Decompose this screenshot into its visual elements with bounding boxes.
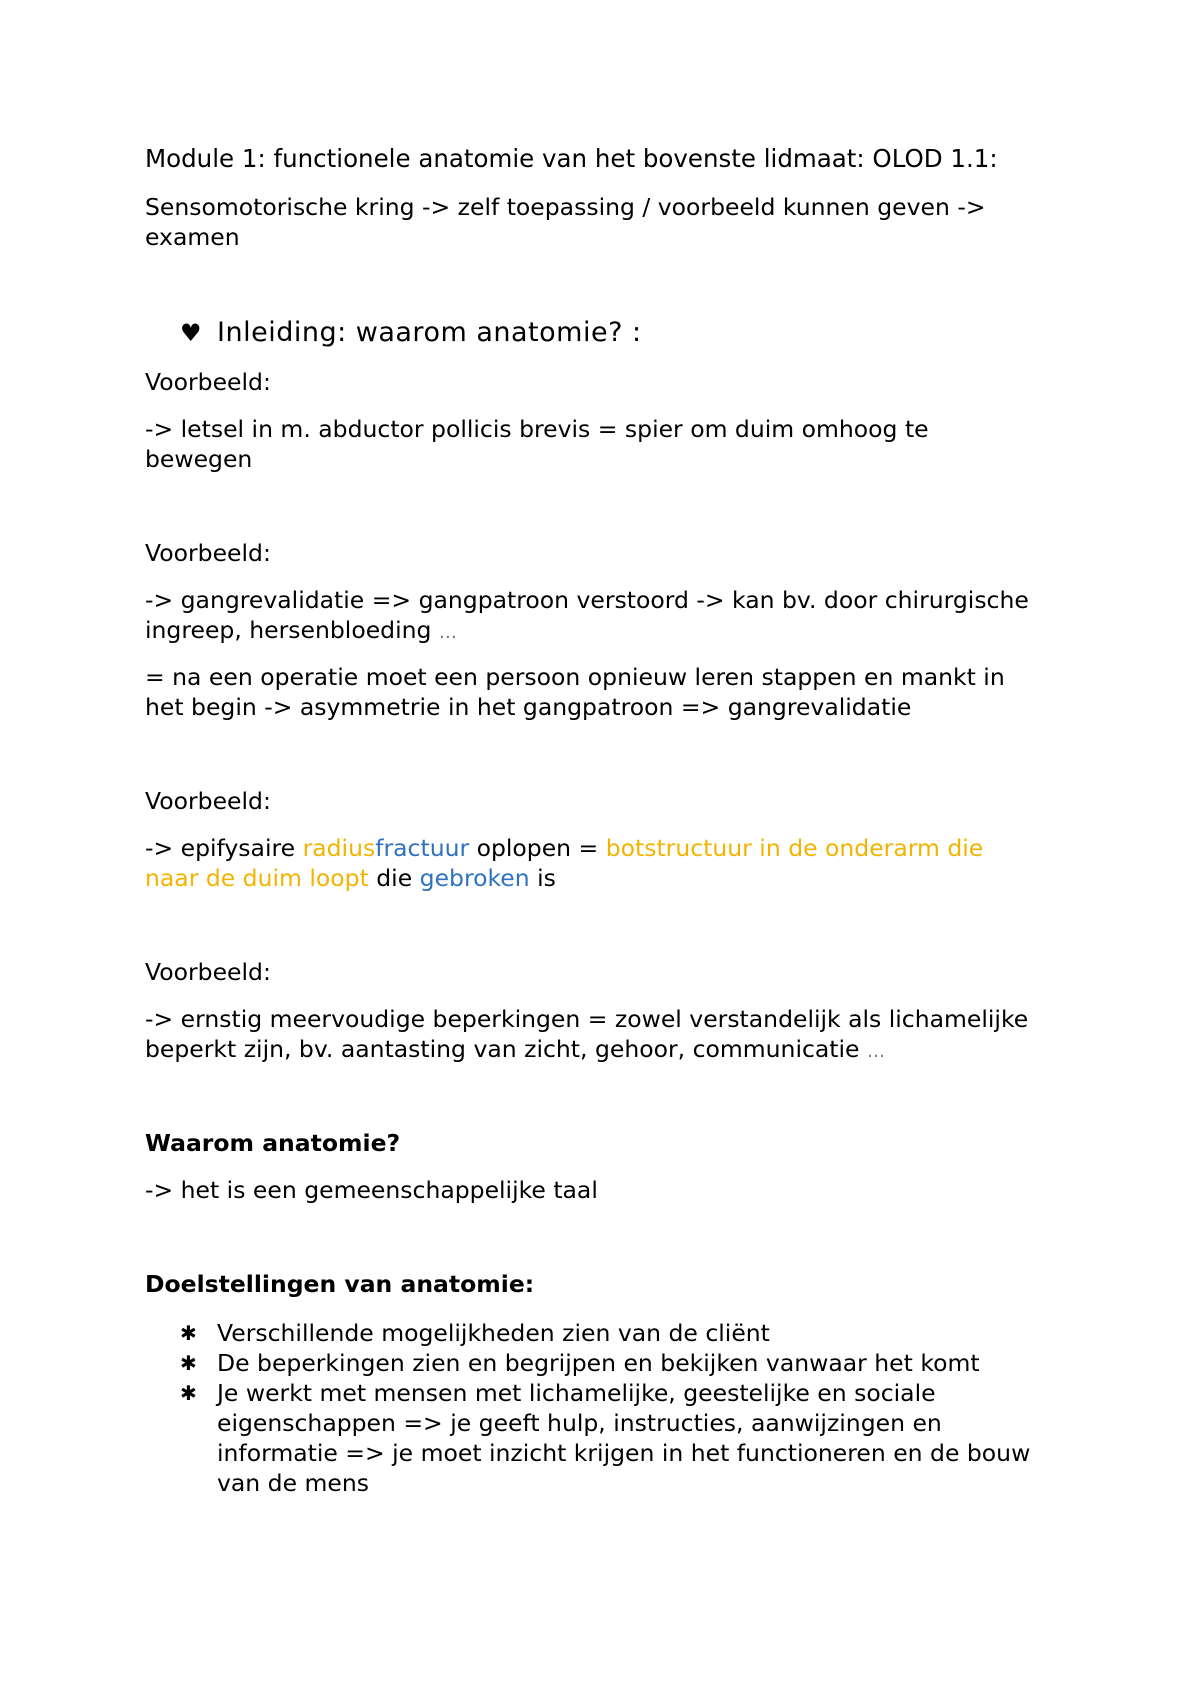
example-3-text-die: die bbox=[368, 864, 420, 892]
example-4-label: Voorbeeld: bbox=[145, 958, 271, 986]
document-title: Module 1: functionele anatomie van het bovenste lidmaat: OLOD 1.1: bbox=[145, 144, 998, 173]
goal-item-1: Verschillende mogelijkheden zien van de cliënt bbox=[217, 1319, 770, 1347]
example-3-text-is: is bbox=[529, 864, 556, 892]
example-2-line-3: = na een operatie moet een persoon opnieuw leren stappen en mankt in bbox=[145, 663, 1005, 691]
example-2-ellipsis: … bbox=[438, 622, 457, 643]
example-4-line-2 bbox=[145, 1034, 885, 1067]
intro-line-2: examen bbox=[145, 223, 240, 251]
example-3-text-a: -> epifysaire bbox=[145, 834, 303, 862]
example-3-definition-part-2: naar de duim loopt bbox=[145, 864, 369, 892]
example-3-line-1 bbox=[145, 833, 983, 863]
example-3-radius: radius bbox=[302, 834, 376, 862]
example-2-line-2-text: ingreep, hersenbloeding bbox=[145, 616, 432, 644]
goal-item-3-line-3: informatie => je moet inzicht krijgen in het functioneren en de bouw bbox=[217, 1439, 1031, 1467]
intro-line-1: Sensomotorische kring -> zelf toepassing / voorbeeld kunnen geven -> bbox=[145, 193, 986, 221]
goal-item-2: De beperkingen zien en begrijpen en bekijken vanwaar het komt bbox=[217, 1349, 980, 1377]
example-3-definition-part-1: botstructuur in de onderarm die bbox=[605, 834, 984, 862]
example-1-label: Voorbeeld: bbox=[145, 368, 271, 396]
example-2-label: Voorbeeld: bbox=[145, 539, 271, 567]
example-3-fractuur: fractuur bbox=[375, 834, 470, 862]
section-heading: Inleiding: waarom anatomie? : bbox=[217, 317, 642, 348]
example-3-line-2 bbox=[145, 863, 556, 893]
goal-item-3-line-2: eigenschappen => je geeft hulp, instructies, aanwijzingen en bbox=[217, 1409, 942, 1437]
example-3-label: Voorbeeld: bbox=[145, 787, 271, 815]
goals-heading: Doelstellingen van anatomie: bbox=[145, 1270, 535, 1298]
example-2-line-2 bbox=[145, 615, 457, 648]
example-3-text-d: oplopen = bbox=[469, 834, 606, 862]
asterisk-bullet-icon: ✱ bbox=[180, 1351, 197, 1375]
example-1-line-2: bewegen bbox=[145, 445, 253, 473]
example-4-line-2-text: beperkt zijn, bv. aantasting van zicht, gehoor, communicatie bbox=[145, 1035, 860, 1063]
asterisk-bullet-icon: ✱ bbox=[180, 1381, 197, 1405]
asterisk-bullet-icon: ✱ bbox=[180, 1321, 197, 1345]
why-answer: -> het is een gemeenschappelijke taal bbox=[145, 1176, 598, 1204]
goal-item-3-line-4: van de mens bbox=[217, 1469, 370, 1497]
example-2-line-4: het begin -> asymmetrie in het gangpatroon => gangrevalidatie bbox=[145, 693, 912, 721]
example-4-line-1: -> ernstig meervoudige beperkingen = zowel verstandelijk als lichamelijke bbox=[145, 1005, 1029, 1033]
heart-bullet-icon: ♥ bbox=[180, 319, 202, 347]
goal-item-3-line-1: Je werkt met mensen met lichamelijke, geestelijke en sociale bbox=[217, 1379, 936, 1407]
example-4-ellipsis: … bbox=[867, 1041, 885, 1062]
example-3-gebroken: gebroken bbox=[419, 864, 530, 892]
example-1-line-1: -> letsel in m. abductor pollicis brevis = spier om duim omhoog te bbox=[145, 415, 929, 443]
why-heading: Waarom anatomie? bbox=[145, 1129, 401, 1157]
example-2-line-1: -> gangrevalidatie => gangpatroon verstoord -> kan bv. door chirurgische bbox=[145, 586, 1029, 614]
